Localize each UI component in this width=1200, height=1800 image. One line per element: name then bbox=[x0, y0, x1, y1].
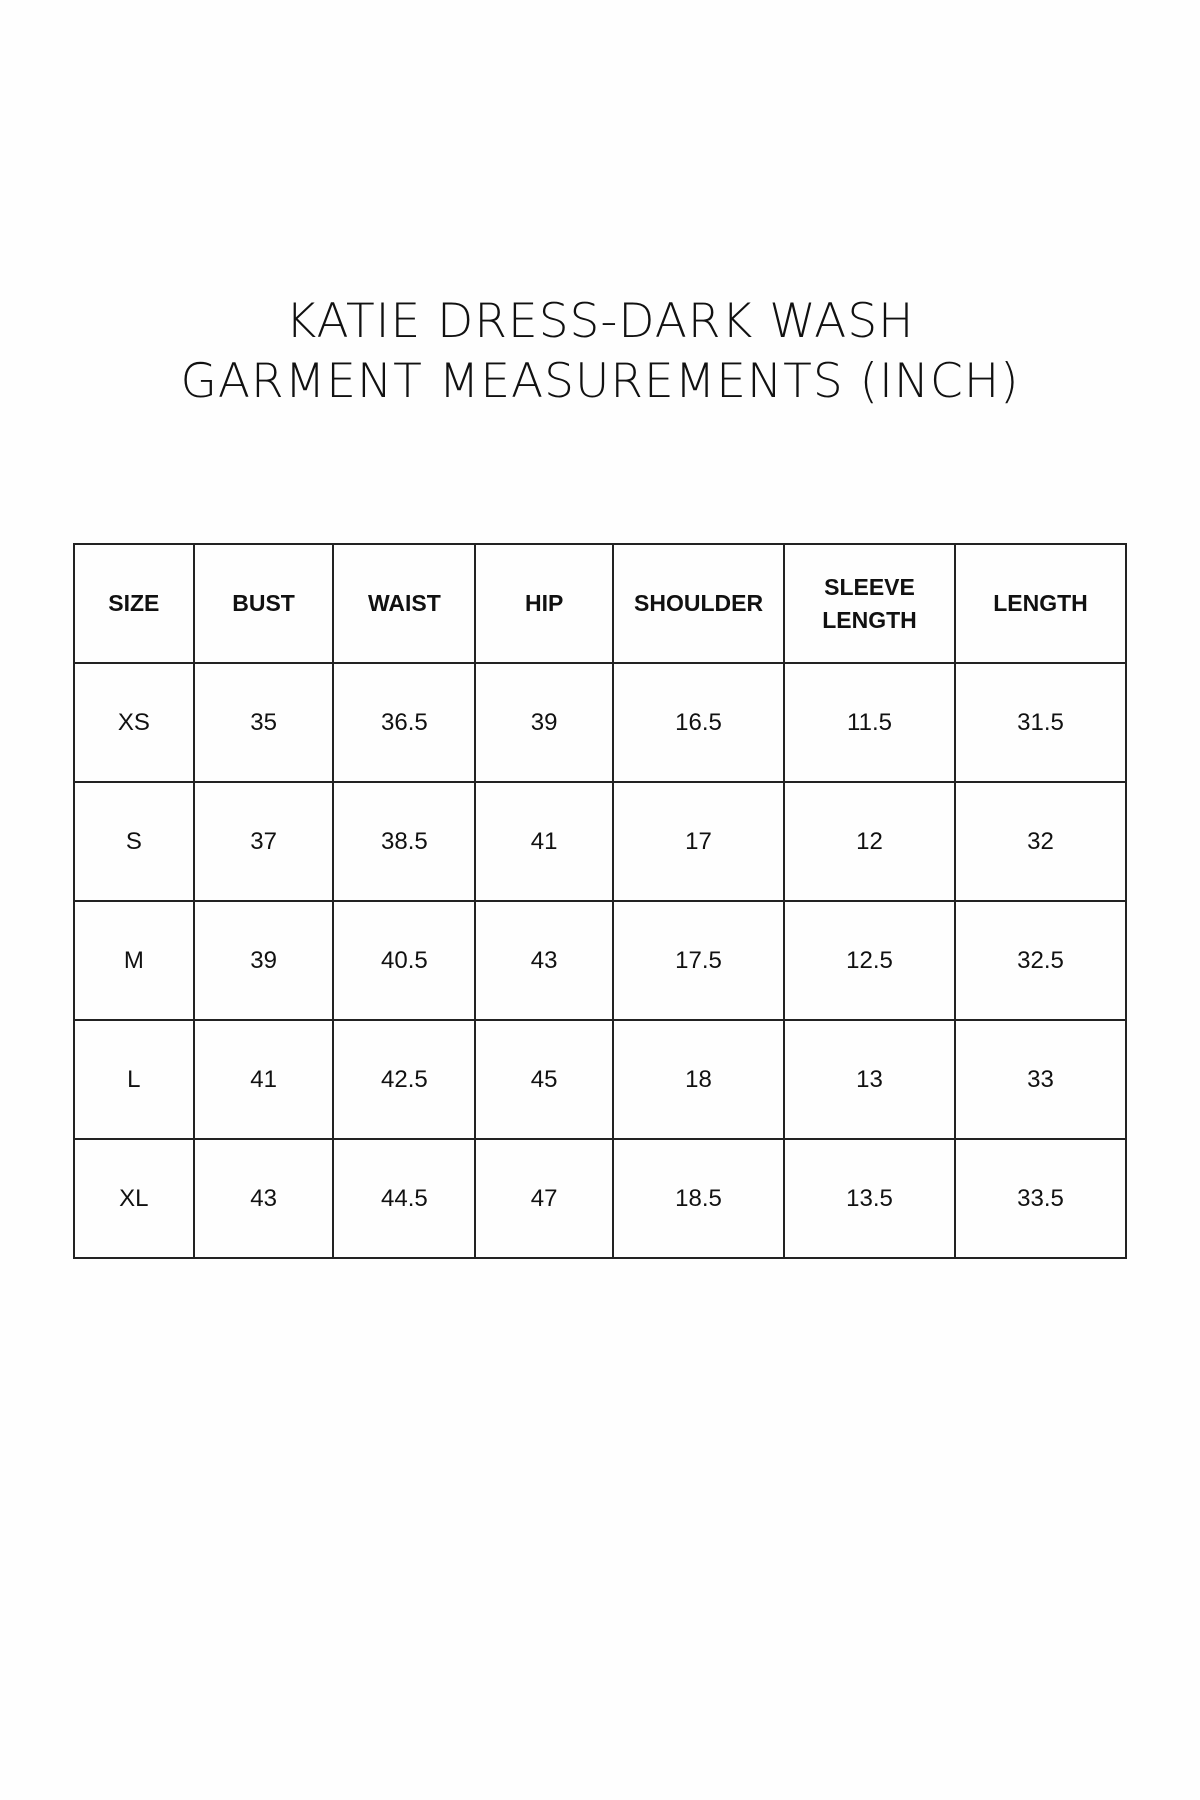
column-header-hip bbox=[475, 544, 613, 663]
cell-shoulder: 17.5 bbox=[613, 901, 784, 1020]
table-row-xs bbox=[74, 663, 1126, 782]
cell-sleeve-length: 13 bbox=[784, 1020, 955, 1139]
cell-waist: 44.5 bbox=[333, 1139, 475, 1258]
table-row-m bbox=[74, 901, 1126, 1020]
header-text: BUST bbox=[232, 590, 295, 616]
size-chart-table bbox=[73, 543, 1127, 1259]
title-line-subtitle: GARMENT MEASUREMENTS (INCH) bbox=[180, 354, 1020, 409]
cell-shoulder: 17 bbox=[613, 782, 784, 901]
table-row-xl bbox=[74, 1139, 1126, 1258]
cell-waist: 40.5 bbox=[333, 901, 475, 1020]
cell-hip: 43 bbox=[475, 901, 613, 1020]
cell-size: L bbox=[74, 1020, 194, 1139]
column-header-shoulder bbox=[613, 544, 784, 663]
page-title bbox=[0, 292, 1200, 412]
cell-sleeve-length: 13.5 bbox=[784, 1139, 955, 1258]
cell-bust: 43 bbox=[194, 1139, 334, 1258]
cell-shoulder: 16.5 bbox=[613, 663, 784, 782]
cell-bust: 39 bbox=[194, 901, 334, 1020]
table-header-row bbox=[74, 544, 1126, 663]
cell-waist: 38.5 bbox=[333, 782, 475, 901]
cell-waist: 36.5 bbox=[333, 663, 475, 782]
column-header-length bbox=[955, 544, 1126, 663]
table-row-s bbox=[74, 782, 1126, 901]
cell-shoulder: 18.5 bbox=[613, 1139, 784, 1258]
cell-length: 33 bbox=[955, 1020, 1126, 1139]
column-header-sleeve-length bbox=[784, 544, 955, 663]
header-text: LENGTH bbox=[993, 590, 1088, 616]
cell-sleeve-length: 11.5 bbox=[784, 663, 955, 782]
header-text: SHOULDER bbox=[634, 590, 764, 616]
table-row-l bbox=[74, 1020, 1126, 1139]
cell-sleeve-length: 12.5 bbox=[784, 901, 955, 1020]
cell-length: 32 bbox=[955, 782, 1126, 901]
cell-size: XS bbox=[74, 663, 194, 782]
cell-waist: 42.5 bbox=[333, 1020, 475, 1139]
title-line-product: KATIE DRESS-DARK WASH bbox=[285, 294, 915, 349]
cell-hip: 45 bbox=[475, 1020, 613, 1139]
cell-length: 33.5 bbox=[955, 1139, 1126, 1258]
column-header-bust bbox=[194, 544, 334, 663]
cell-bust: 35 bbox=[194, 663, 334, 782]
cell-shoulder: 18 bbox=[613, 1020, 784, 1139]
header-text: HIP bbox=[524, 590, 564, 616]
cell-bust: 41 bbox=[194, 1020, 334, 1139]
cell-size: M bbox=[74, 901, 194, 1020]
cell-length: 32.5 bbox=[955, 901, 1126, 1020]
cell-hip: 47 bbox=[475, 1139, 613, 1258]
cell-hip: 39 bbox=[475, 663, 613, 782]
cell-hip: 41 bbox=[475, 782, 613, 901]
header-text-line-2: LENGTH bbox=[822, 606, 917, 633]
cell-length: 31.5 bbox=[955, 663, 1126, 782]
cell-size: XL bbox=[74, 1139, 194, 1258]
column-header-waist bbox=[333, 544, 475, 663]
cell-bust: 37 bbox=[194, 782, 334, 901]
header-text: WAIST bbox=[367, 590, 441, 616]
cell-sleeve-length: 12 bbox=[784, 782, 955, 901]
column-header-size bbox=[74, 544, 194, 663]
cell-size: S bbox=[74, 782, 194, 901]
header-text-line-1: SLEEVE bbox=[824, 573, 915, 600]
header-text: SIZE bbox=[108, 590, 160, 616]
